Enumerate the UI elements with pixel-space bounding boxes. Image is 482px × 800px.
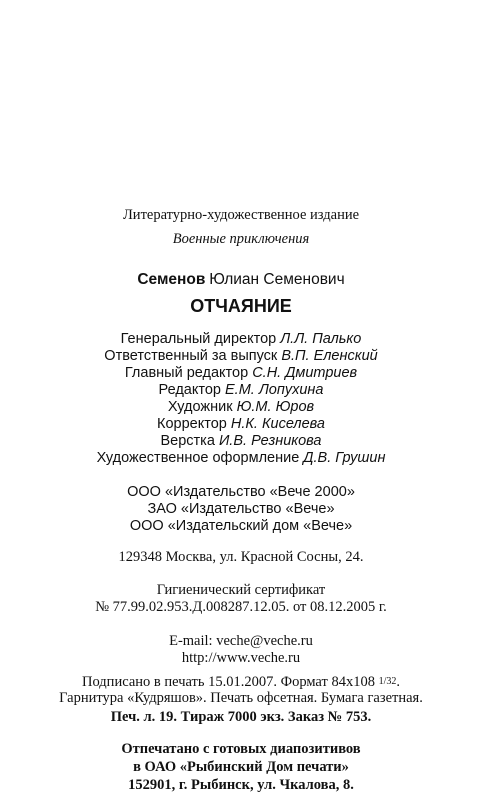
publisher-line: ООО «Издательский дом «Вече» bbox=[129, 518, 353, 534]
credit-role: Генеральный директор bbox=[120, 331, 277, 347]
publisher-address: 129348 Москва, ул. Красной Сосны, 24. bbox=[118, 549, 364, 565]
credit-role: Редактор bbox=[158, 382, 221, 398]
author-surname: Семенов bbox=[137, 271, 206, 288]
credit-line bbox=[0, 382, 482, 399]
credit-name: Д.В. Грушин bbox=[303, 450, 386, 466]
credit-line bbox=[0, 365, 482, 382]
series-name: Военные приключения bbox=[172, 231, 310, 247]
credit-role: Верстка bbox=[160, 433, 215, 449]
contact-email: E-mail: veche@veche.ru bbox=[169, 633, 313, 649]
credit-name: И.В. Резникова bbox=[218, 433, 322, 449]
credit-line bbox=[0, 450, 482, 467]
credit-line bbox=[0, 416, 482, 433]
author-given-name: Юлиан Семенович bbox=[209, 271, 345, 288]
contact-website: http://www.veche.ru bbox=[181, 650, 301, 666]
certificate-label: Гигиенический сертификат bbox=[156, 582, 326, 598]
print-format-fraction: 1/32 bbox=[378, 676, 397, 687]
printer-line: Отпечатано с готовых диапозитивов bbox=[121, 741, 361, 757]
publisher-line: ООО «Издательство «Вече 2000» bbox=[127, 484, 355, 500]
credit-role: Художественное оформление bbox=[96, 450, 300, 466]
credit-name: Е.М. Лопухина bbox=[225, 382, 324, 398]
credit-line bbox=[0, 399, 482, 416]
credit-role: Корректор bbox=[157, 416, 227, 432]
print-info-signed-text: Подписано в печать 15.01.2007. Формат 84x108 bbox=[82, 674, 375, 690]
print-info-signed-end: . bbox=[396, 674, 400, 690]
credit-role: Художник bbox=[167, 399, 233, 415]
credit-name: В.П. Еленский bbox=[281, 348, 378, 364]
credit-role: Главный редактор bbox=[124, 365, 249, 381]
credit-line bbox=[0, 433, 482, 450]
credit-name: Ю.М. Юров bbox=[236, 399, 315, 415]
credit-role: Ответственный за выпуск bbox=[104, 348, 278, 364]
book-title: ОТЧАЯНИЕ bbox=[190, 296, 292, 316]
print-info-typeface: Гарнитура «Кудряшов». Печать офсетная. Бумага газетная. bbox=[59, 690, 423, 706]
printer-line: 152901, г. Рыбинск, ул. Чкалова, 8. bbox=[128, 777, 354, 793]
credit-name: С.Н. Дмитриев bbox=[252, 365, 358, 381]
print-info-run: Печ. л. 19. Тираж 7000 экз. Заказ № 753. bbox=[110, 709, 372, 725]
publisher-line: ЗАО «Издательство «Вече» bbox=[147, 501, 335, 517]
credit-line bbox=[0, 348, 482, 365]
printer-line: в ОАО «Рыбинский Дом печати» bbox=[133, 759, 349, 775]
author bbox=[0, 271, 482, 289]
edition-type: Литературно-художественное издание bbox=[122, 207, 360, 223]
print-info-signed bbox=[0, 673, 482, 691]
certificate-number: № 77.99.02.953.Д.008287.12.05. от 08.12.2005 г. bbox=[95, 599, 387, 615]
credit-name: Н.К. Киселева bbox=[230, 416, 325, 432]
credit-line bbox=[0, 331, 482, 348]
credit-name: Л.Л. Палько bbox=[280, 331, 362, 347]
